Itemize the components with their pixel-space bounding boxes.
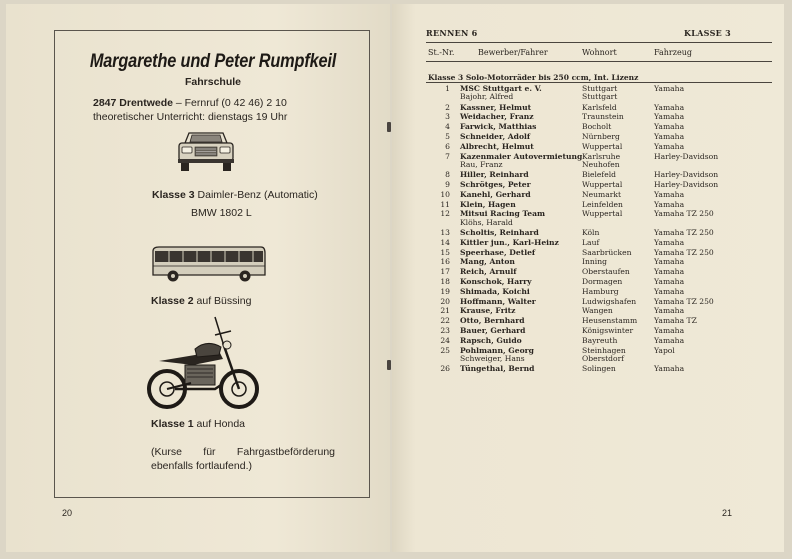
entry-rider — [460, 337, 522, 345]
entry-vehicle-1: Yamaha — [654, 122, 685, 132]
entry-city — [582, 201, 623, 209]
entry-vehicle-1: Yamaha — [654, 277, 685, 286]
entry-rider-name: Otto, Bernhard — [460, 316, 525, 326]
entry-vehicle — [654, 181, 718, 189]
entry-city-1: Leinfelden — [582, 199, 623, 209]
class3-line — [152, 189, 318, 201]
entry-rider-name: Schneider, Adolf — [460, 132, 531, 141]
entry-vehicle-1: Yamaha — [654, 102, 685, 112]
class-header: KLASSE 3 — [684, 28, 732, 38]
entry-city — [582, 307, 613, 315]
entry-city-1: Bielefeld — [582, 170, 617, 180]
entry-rider-name: Hiller, Reinhard — [460, 170, 529, 180]
staple-top — [387, 122, 391, 132]
staple-bottom — [387, 360, 391, 370]
entry-city-2: Wuppertal — [582, 209, 623, 219]
bus-illustration — [149, 245, 267, 285]
entry-rider — [460, 239, 559, 247]
entry-vehicle-2: Yapol — [654, 345, 675, 355]
race-header: RENNEN 6 — [426, 28, 478, 38]
entry-city — [582, 153, 620, 169]
entry-city — [582, 123, 611, 131]
entry-rider-name: Weidacher, Franz — [460, 112, 534, 122]
entry-vehicle — [654, 317, 697, 325]
entry-vehicle-2: Yamaha TZ 250 — [654, 209, 714, 219]
entry-city-1: Saarbrücken — [582, 247, 632, 257]
class3-label: Klasse 3 — [152, 189, 195, 201]
entry-city-1: Köln — [582, 228, 600, 237]
entry-city-1: Lauf — [582, 237, 600, 247]
entry-rider — [460, 347, 534, 363]
entry-rider-name: Tüngethal, Bernd — [460, 364, 535, 374]
entry-number: 16 — [440, 257, 450, 267]
entry-vehicle — [654, 288, 684, 296]
class2-label: Klasse 2 — [151, 295, 194, 307]
entry-number: 7 — [445, 151, 450, 161]
entry-rider — [460, 201, 516, 209]
entry-city-1: Ludwigshafen — [582, 296, 637, 306]
entry-rider — [460, 229, 539, 237]
entry-rider-name: Kanehl, Gerhard — [460, 189, 531, 199]
entry-vehicle-2: Yamaha — [654, 84, 685, 93]
entry-city-1: Inning — [582, 257, 607, 267]
entry-rider — [460, 210, 545, 226]
entry-rider-name2: Rau, Franz — [460, 159, 503, 169]
entry-number: 21 — [440, 306, 450, 316]
entry-city — [582, 85, 617, 101]
entry-number: 22 — [440, 316, 450, 326]
entry-city — [582, 347, 626, 363]
col-header-city: Wohnort — [582, 48, 617, 57]
entry-rider — [460, 171, 529, 179]
entry-rider — [460, 123, 536, 131]
entry-number: 12 — [440, 209, 450, 219]
entry-rider-name: Speerhase, Detlef — [460, 247, 536, 257]
entry-city-1: Traunstein — [582, 112, 624, 122]
entry-number: 10 — [440, 189, 450, 199]
col-header-nr: St.-Nr. — [428, 48, 455, 57]
entry-city-1: Königswinter — [582, 326, 634, 335]
entry-city-1: Nürnberg — [582, 132, 620, 141]
entry-city — [582, 104, 617, 112]
ad-title: Margarethe und Peter Rumpfkeil — [89, 51, 337, 72]
entry-city — [582, 191, 621, 199]
entry-vehicle — [654, 298, 714, 306]
entry-number: 6 — [445, 141, 450, 151]
col-header-rider: Bewerber/Fahrer — [478, 48, 548, 57]
entry-vehicle — [654, 201, 684, 209]
entry-city-1: Dormagen — [582, 277, 623, 286]
ad-subtitle: Fahrschule — [184, 76, 242, 88]
ad-lesson-info: theoretischer Unterricht: dienstags 19 Uhr — [93, 111, 288, 123]
entry-city — [582, 298, 636, 306]
entry-rider-name: Bauer, Gerhard — [460, 326, 526, 335]
entry-rider-name: Schrötges, Peter — [460, 180, 531, 189]
entry-rider — [460, 133, 530, 141]
entry-rider-name: Konschok, Harry — [460, 277, 532, 286]
left-page — [6, 4, 390, 552]
entry-rider-name: Albrecht, Helmut — [460, 141, 534, 151]
entry-vehicle — [654, 104, 684, 112]
entry-vehicle — [654, 153, 718, 161]
entry-vehicle — [654, 258, 684, 266]
entry-vehicle-2: Harley-Davidson — [654, 151, 719, 161]
entry-rider-name: Hoffmann, Walter — [460, 296, 536, 306]
entry-rider — [460, 181, 531, 189]
entry-rider — [460, 298, 536, 306]
ad-address-city: 2847 Drentwede — [93, 97, 173, 109]
entry-vehicle-1: Yamaha — [654, 132, 685, 141]
entry-vehicle-1: Yamaha — [654, 257, 685, 267]
entry-city — [582, 278, 622, 286]
entry-city-1: Hamburg — [582, 286, 619, 296]
entry-number: 23 — [440, 326, 450, 335]
entry-city — [582, 365, 616, 373]
entry-city-2: Stuttgart — [582, 92, 618, 102]
entry-rider-name: Klein, Hagen — [460, 199, 516, 209]
entry-vehicle-1: Yamaha — [654, 237, 685, 247]
entry-vehicle — [654, 307, 684, 315]
entry-city-1: Oberstaufen — [582, 267, 630, 277]
entry-vehicle-1: Harley-Davidson — [654, 170, 719, 180]
entry-vehicle — [654, 249, 714, 257]
driving-school-ad — [54, 30, 370, 498]
entry-vehicle — [654, 268, 684, 276]
entry-number: 25 — [440, 345, 450, 355]
entry-number: 5 — [445, 132, 450, 141]
entry-vehicle — [654, 133, 684, 141]
entry-rider — [460, 317, 525, 325]
entry-vehicle-1: Yamaha — [654, 364, 685, 374]
entry-rider — [460, 327, 526, 335]
ad-address — [93, 97, 287, 109]
entry-vehicle-1: Harley-Davidson — [654, 180, 719, 189]
entry-city — [582, 288, 619, 296]
entry-number: 1 — [445, 84, 450, 93]
entry-city-1: Karlsruhe — [582, 151, 621, 161]
entry-rider-name: Kittler jun., Karl-Heinz — [460, 237, 559, 247]
entry-rider — [460, 143, 534, 151]
entry-vehicle — [654, 347, 675, 355]
page-number-right: 21 — [722, 508, 733, 518]
entry-rider-name: MSC Stuttgart e. V. — [460, 84, 542, 93]
entry-city-1: Neumarkt — [582, 189, 622, 199]
entry-rider-name2: Schweiger, Hans — [460, 353, 525, 363]
entry-vehicle — [654, 278, 684, 286]
entry-city-1: Wuppertal — [582, 180, 623, 189]
entry-city — [582, 337, 617, 345]
entry-rider-name: Reich, Arnulf — [460, 267, 517, 277]
header-rule — [426, 42, 772, 43]
entry-vehicle — [654, 365, 684, 373]
entry-rider-name: Kazenmaier Autovermietung — [460, 151, 583, 161]
entry-city-2: Neuhofen — [582, 159, 620, 169]
entry-vehicle-1: Yamaha — [654, 267, 685, 277]
ad-phone: – Fernruf (0 42 46) 2 10 — [172, 97, 287, 109]
page-number-left: 20 — [62, 508, 73, 518]
entry-vehicle — [654, 113, 684, 121]
entry-number: 3 — [445, 112, 450, 122]
entry-vehicle — [654, 229, 714, 237]
entry-vehicle — [654, 327, 684, 335]
entry-number: 26 — [440, 364, 450, 374]
entry-rider-name2: Bajohr, Alfred — [460, 92, 514, 102]
entry-number: 11 — [440, 199, 450, 209]
entry-city-1: Steinhagen — [582, 345, 626, 355]
entry-vehicle — [654, 143, 684, 151]
entry-city-1: Solingen — [582, 364, 616, 374]
entry-city — [582, 210, 622, 218]
entry-rider-name: Farwick, Matthias — [460, 122, 537, 132]
entry-rider — [460, 258, 515, 266]
entry-number: 15 — [440, 247, 450, 257]
entry-vehicle-1: Yamaha TZ 250 — [654, 228, 714, 237]
entry-number: 24 — [440, 335, 450, 345]
entry-rider-name: Mitsui Racing Team — [460, 209, 546, 219]
entry-rider — [460, 113, 534, 121]
entry-vehicle — [654, 171, 718, 179]
entry-city — [582, 133, 620, 141]
motorcycle-illustration — [145, 309, 263, 415]
ad-note: (Kurse für Fahrgastbeförderung ebenfalls fortlaufend.) — [151, 446, 335, 472]
entry-rider-name: Krause, Fritz — [460, 306, 516, 316]
entry-rider-name: Scholtis, Reinhard — [460, 228, 539, 237]
entry-vehicle-1: Yamaha — [654, 286, 685, 296]
entry-rider-name: Rapsch, Guido — [460, 335, 522, 345]
class1-text: auf Honda — [193, 418, 245, 430]
column-rule — [426, 61, 772, 62]
entry-vehicle-1: Yamaha TZ 250 — [654, 296, 714, 306]
entry-city — [582, 258, 607, 266]
entry-rider — [460, 153, 582, 169]
entry-rider — [460, 104, 531, 112]
entry-city — [582, 113, 624, 121]
entry-number: 2 — [445, 102, 450, 112]
entry-vehicle-1: Yamaha — [654, 199, 685, 209]
entry-number: 14 — [440, 237, 450, 247]
entry-vehicle-1: Yamaha TZ — [654, 316, 697, 326]
entry-rider — [460, 307, 515, 315]
entry-city — [582, 171, 616, 179]
entry-vehicle — [654, 191, 684, 199]
entry-vehicle — [654, 337, 684, 345]
entry-rider — [460, 278, 532, 286]
entry-city-1: Bocholt — [582, 122, 612, 132]
entry-number: 4 — [445, 122, 450, 132]
entry-rider — [460, 191, 531, 199]
entry-vehicle — [654, 210, 714, 218]
class1-line — [151, 418, 245, 430]
entry-vehicle-1: Yamaha TZ 250 — [654, 247, 714, 257]
entry-vehicle-1: Yamaha — [654, 306, 685, 316]
section-rule — [426, 82, 772, 83]
entry-city-1: Heusenstamm — [582, 316, 638, 326]
entry-city-1: Wangen — [582, 306, 613, 316]
entry-city-1: Wuppertal — [582, 141, 623, 151]
entry-city-1: Bayreuth — [582, 335, 618, 345]
entry-city-1: Karlsfeld — [582, 102, 617, 112]
entry-rider — [460, 365, 534, 373]
class3-text: Daimler-Benz (Automatic) — [194, 189, 318, 201]
entry-city — [582, 268, 630, 276]
entry-vehicle-1: Yamaha — [654, 141, 685, 151]
entry-city — [582, 143, 622, 151]
entry-rider-name: Pohlmann, Georg — [460, 345, 534, 355]
entry-number: 13 — [440, 228, 450, 237]
entry-city — [582, 327, 633, 335]
entry-vehicle — [654, 123, 684, 131]
entry-number: 20 — [440, 296, 450, 306]
class2-text: auf Büssing — [193, 295, 252, 307]
entry-vehicle-1: Yamaha — [654, 326, 685, 335]
class2-line — [151, 295, 251, 307]
entry-city — [582, 229, 599, 237]
entry-vehicle — [654, 85, 684, 93]
entry-rider-name: Shimada, Koichi — [460, 286, 530, 296]
entry-vehicle-1: Yamaha — [654, 189, 685, 199]
section-title: Klasse 3 Solo-Motorräder bis 250 ccm, Int. Lizenz — [428, 73, 639, 82]
entry-rider — [460, 268, 517, 276]
entry-city — [582, 317, 637, 325]
entry-rider — [460, 288, 530, 296]
entry-city — [582, 181, 622, 189]
entry-city-1: Stuttgart — [582, 84, 618, 93]
entry-number: 19 — [440, 286, 450, 296]
car-illustration — [175, 129, 237, 179]
entry-number: 18 — [440, 277, 450, 286]
entry-city — [582, 239, 599, 247]
entry-rider — [460, 85, 542, 101]
entry-number: 9 — [445, 180, 450, 189]
entry-rider-name: Kassner, Helmut — [460, 102, 532, 112]
entry-city-2: Oberstdorf — [582, 353, 625, 363]
entry-vehicle — [654, 239, 684, 247]
class1-label: Klasse 1 — [151, 418, 194, 430]
entry-rider — [460, 249, 535, 257]
right-page — [392, 4, 784, 552]
entry-number: 17 — [440, 267, 450, 277]
col-header-vehicle: Fahrzeug — [654, 48, 692, 57]
entry-number: 8 — [445, 170, 450, 180]
entry-vehicle-1: Yamaha — [654, 112, 685, 122]
entry-vehicle-1: Yamaha — [654, 335, 685, 345]
class3-car2: BMW 1802 L — [191, 207, 252, 219]
entry-rider-name: Mang, Anton — [460, 257, 515, 267]
entry-city — [582, 249, 632, 257]
entry-rider-name2: Klöhs, Harald — [460, 217, 513, 227]
